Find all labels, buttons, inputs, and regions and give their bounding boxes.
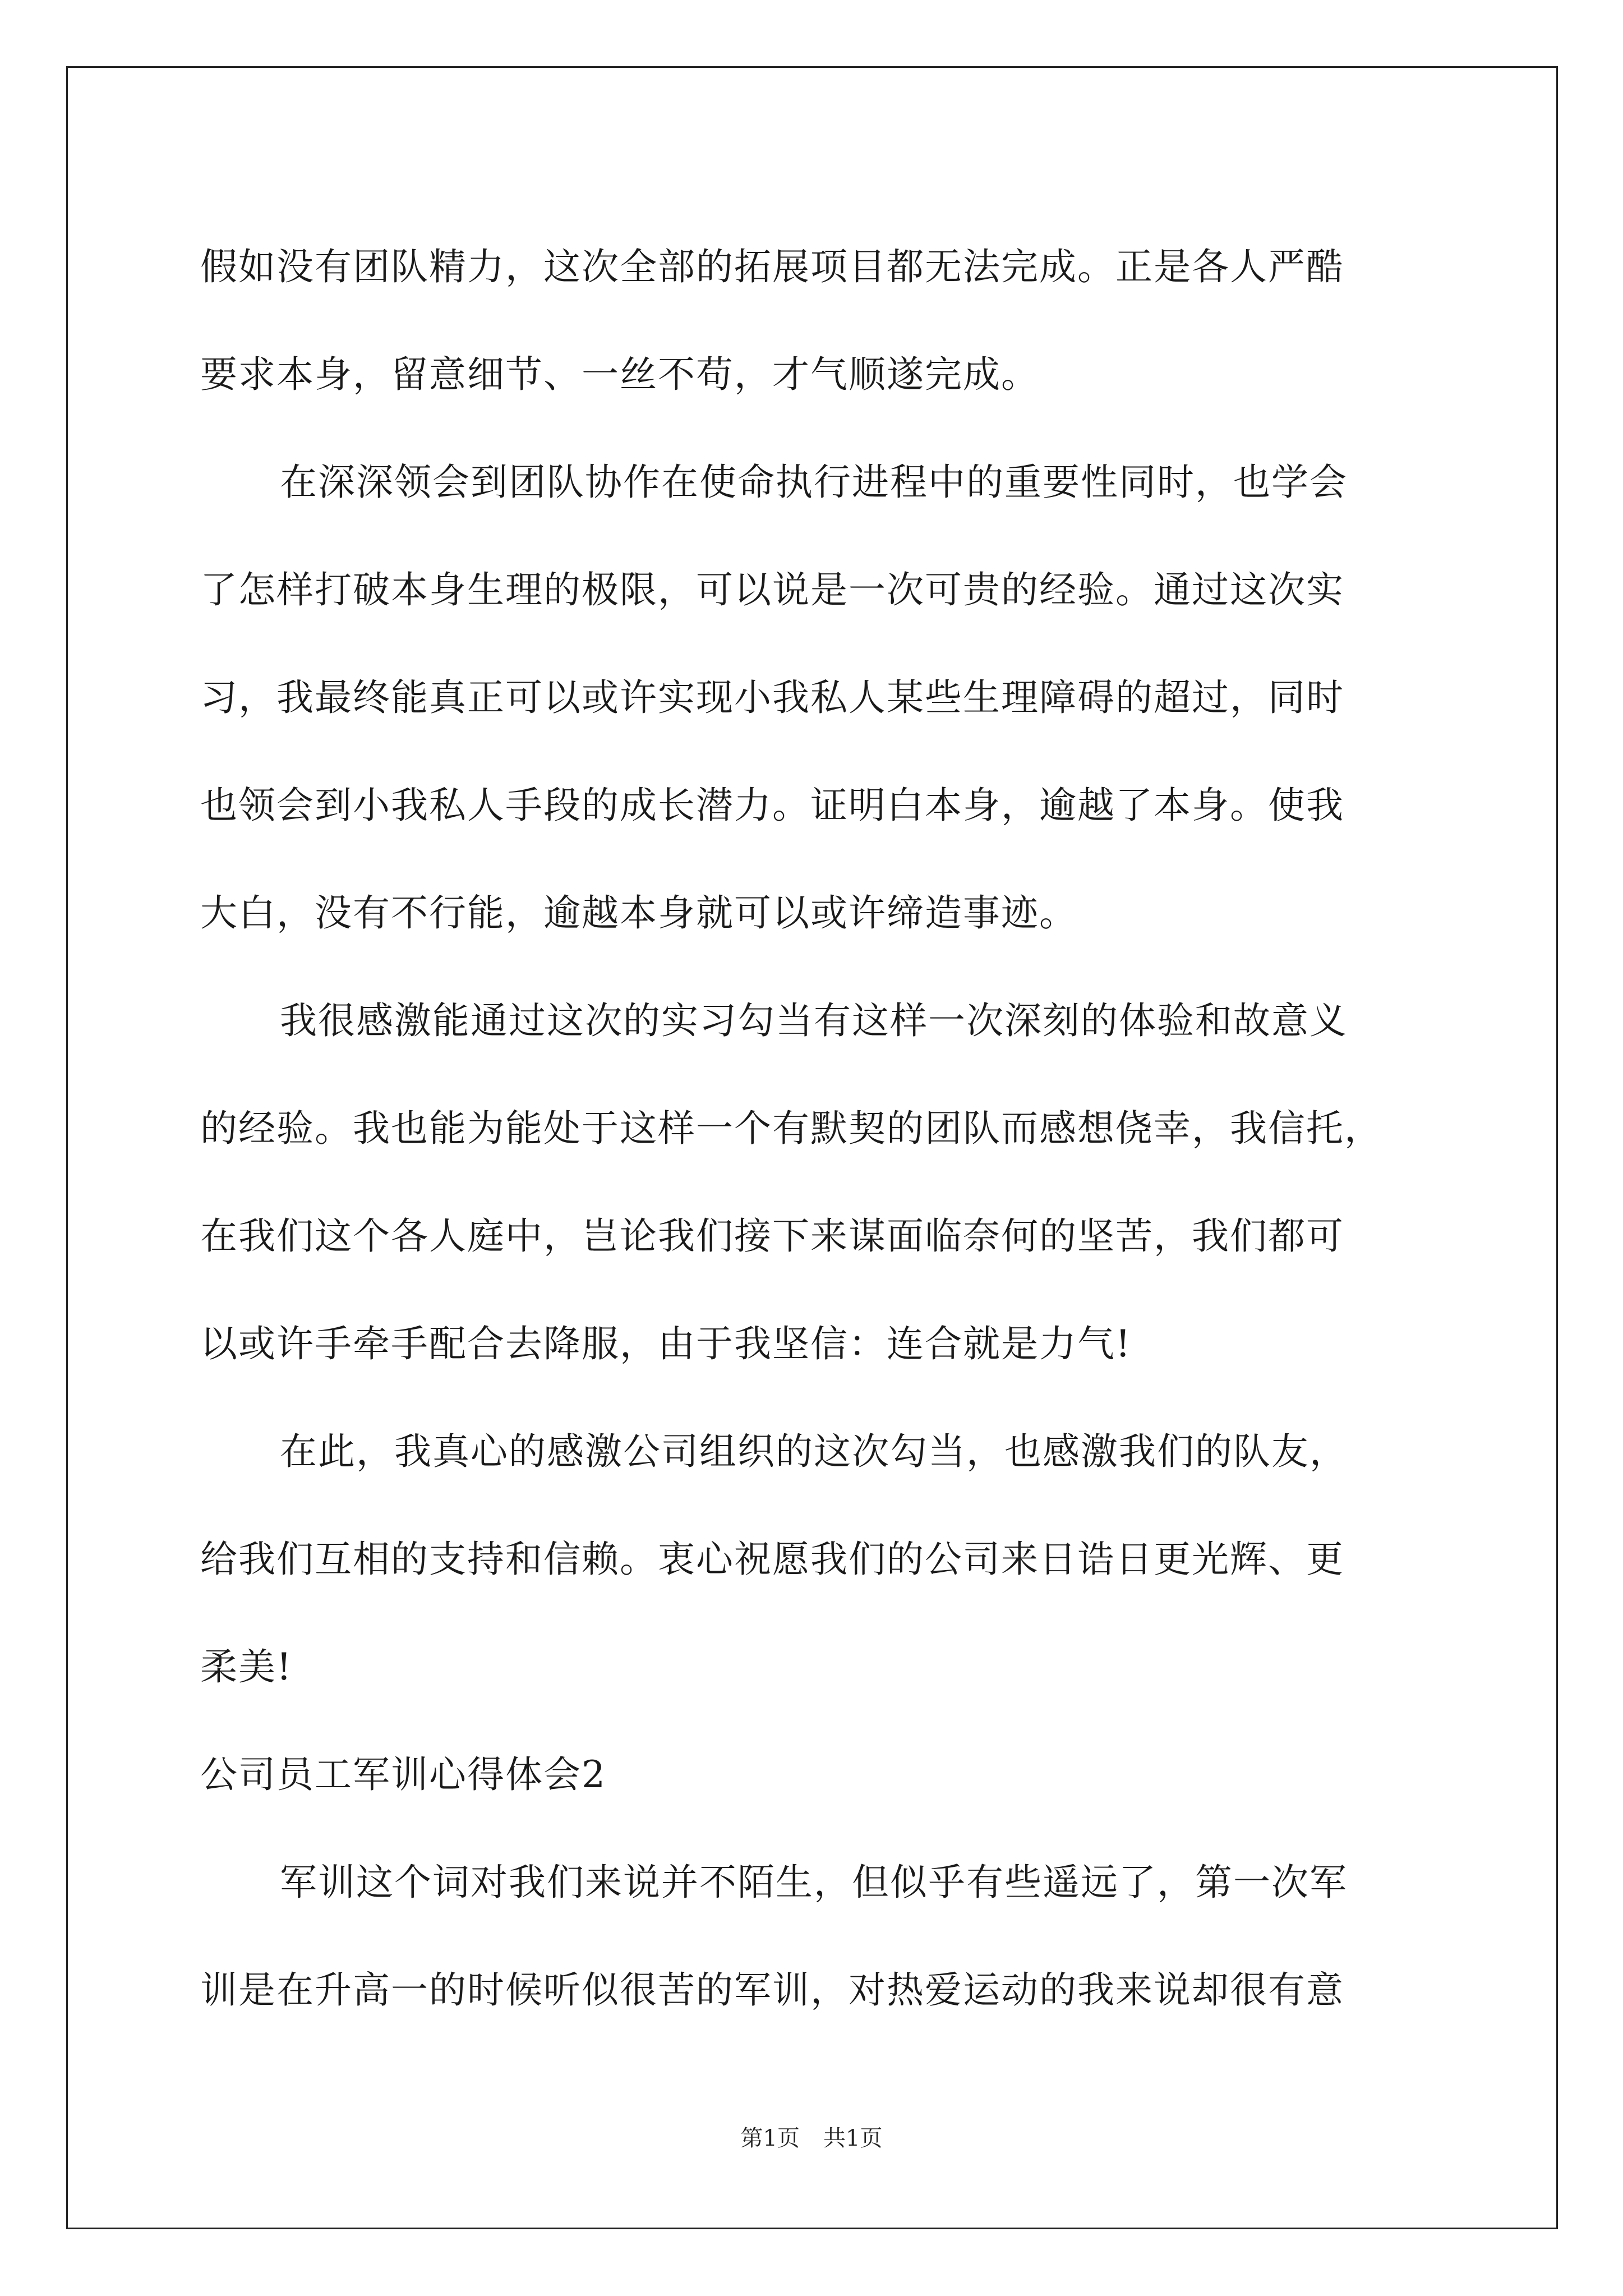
paragraph-2-line-1: 在深深领会到团队协作在使命执行进程中的重要性同时，也学会 — [280, 461, 1348, 504]
document-body — [200, 213, 1434, 2044]
paragraph-2-line-2: 了怎样打破本身生理的极限，可以说是一次可贵的经验。通过这次实 — [200, 568, 1344, 611]
paragraph-3-line-4: 以或许手牵手配合去降服，由于我坚信：连合就是力气! — [200, 1322, 1132, 1365]
section-paragraph-line-1: 军训这个词对我们来说并不陌生，但似乎有些遥远了，第一次军 — [280, 1861, 1348, 1904]
section-heading: 公司员工军训心得体会2 — [200, 1753, 606, 1796]
page-number: 第1页 — [740, 2125, 800, 2151]
paragraph-3-line-1: 我很感激能通过这次的实习勾当有这样一次深刻的体验和故意义 — [280, 999, 1348, 1042]
paragraph-1-line-2: 要求本身，留意细节、一丝不苟，才气顺遂完成。 — [200, 353, 1039, 396]
paragraph-4-line-3: 柔美! — [200, 1645, 293, 1688]
page-footer — [0, 2120, 1623, 2152]
paragraph-3-line-3: 在我们这个各人庭中，岂论我们接下来谋面临奈何的坚苦，我们都可 — [200, 1214, 1344, 1258]
paragraph-4-line-1: 在此，我真心的感激公司组织的这次勾当，也感激我们的队友， — [280, 1430, 1348, 1473]
paragraph-2-line-4: 也领会到小我私人手段的成长潜力。证明白本身，逾越了本身。使我 — [200, 784, 1344, 827]
paragraph-4-line-2: 给我们互相的支持和信赖。衷心祝愿我们的公司来日诰日更光辉、更 — [200, 1538, 1344, 1581]
paragraph-1-line-1: 假如没有团队精力，这次全部的拓展项目都无法完成。正是各人严酷 — [200, 245, 1344, 288]
section-paragraph-line-2: 训是在升高一的时候听似很苦的军训，对热爱运动的我来说却很有意 — [200, 1968, 1344, 2012]
paragraph-2-line-3: 习，我最终能真正可以或许实现小我私人某些生理障碍的超过，同时 — [200, 676, 1344, 719]
page-total: 共1页 — [823, 2125, 883, 2151]
paragraph-2-line-5: 大白，没有不行能，逾越本身就可以或许缔造事迹。 — [200, 891, 1077, 935]
paragraph-3-line-2: 的经验。我也能为能处于这样一个有默契的团队而感想侥幸，我信托， — [200, 1107, 1382, 1150]
